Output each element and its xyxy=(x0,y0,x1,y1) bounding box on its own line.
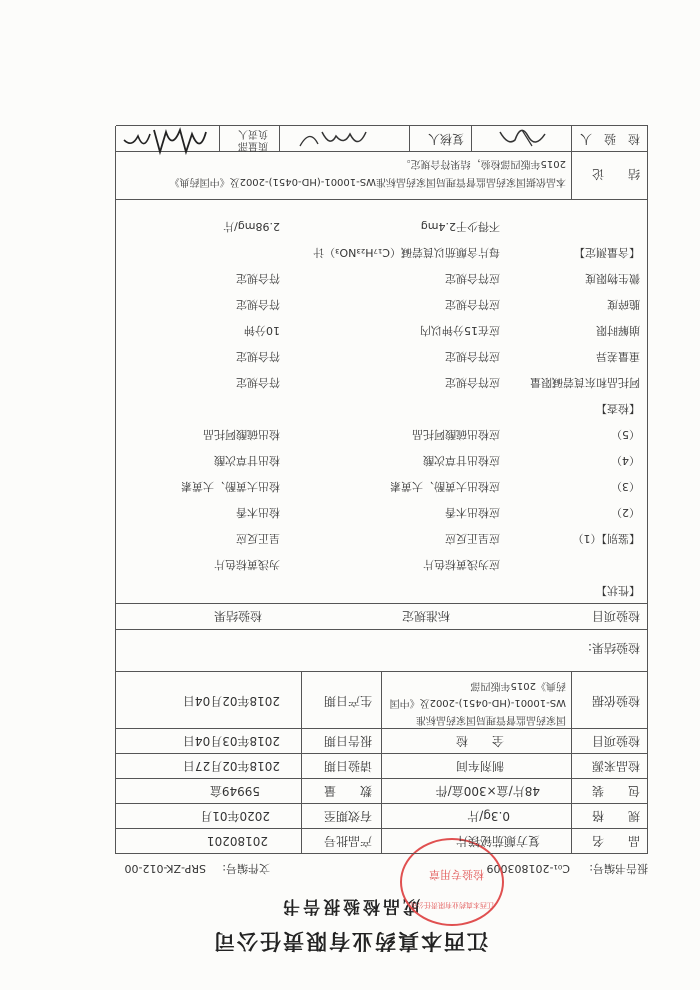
result-value: 检出甘草次酸 xyxy=(214,454,280,467)
result-item: 阿托品和东莨菪碱限量 xyxy=(530,376,640,389)
inspection-seal xyxy=(400,838,504,926)
spec-value: 0.3g/片 xyxy=(467,809,510,823)
prod-date-value: 2018年02月04日 xyxy=(182,694,280,708)
result-item: 微生物限度 xyxy=(585,272,640,285)
row-line xyxy=(116,828,648,829)
conclusion-label: 结 论 xyxy=(591,167,640,181)
result-value: 符合规定 xyxy=(236,376,280,389)
batch-value: 20180201 xyxy=(206,834,268,848)
result-standard: 应在15分钟以内 xyxy=(420,324,500,337)
basis-line-3: 药典》2015年版四部 xyxy=(470,680,566,691)
item-value: 全 检 xyxy=(455,734,504,748)
inspector-signature xyxy=(490,124,550,154)
result-standard: 应为浅黄棕色片 xyxy=(423,558,500,571)
result-item: 【含量测定】 xyxy=(574,246,640,259)
results-col-standard: 标准规定 xyxy=(401,609,450,623)
report-number-value: C₀₁-201803009 xyxy=(486,862,570,875)
result-item: 【性状】 xyxy=(596,584,640,597)
result-value: 符合规定 xyxy=(236,350,280,363)
result-item: 脆碎度 xyxy=(607,298,640,311)
result-item: 崩解时限 xyxy=(596,324,640,337)
sign-divider xyxy=(471,126,472,152)
result-item: （2） xyxy=(611,506,640,519)
expiry-label: 有效期至 xyxy=(323,809,372,823)
basis-label: 检验依据 xyxy=(591,694,640,708)
conclusion-line-2: 2015年版四部检验，结果符合规定。 xyxy=(400,158,566,169)
product-value: 复方颠茄铋镁片 xyxy=(455,834,540,848)
basis-line-2: WS-10001-(HD-0451)-2002及《中国 xyxy=(389,697,566,708)
result-value: 呈正反应 xyxy=(236,532,280,545)
result-value: 符合规定 xyxy=(236,298,280,311)
results-heading: 检验结果: xyxy=(587,641,640,655)
result-value: 2.98mg/片 xyxy=(223,220,280,233)
col-line xyxy=(381,672,382,854)
inspector-label: 检 验 人 xyxy=(579,132,640,146)
result-item: 【鉴别】（1） xyxy=(572,532,640,545)
qa-head-signature xyxy=(118,124,210,158)
row-line xyxy=(116,778,648,779)
result-standard: 每片含颠茄以莨菪碱（C₁₇H₂₃NO₃）计 xyxy=(313,246,500,259)
report-date-label: 报告日期 xyxy=(323,734,372,748)
result-standard: 不得少于2.4mg xyxy=(420,220,500,233)
result-value: 为浅黄棕色片 xyxy=(214,558,280,571)
company-name: 江西本真药业有限责任公司 xyxy=(212,929,488,954)
row-line xyxy=(116,803,648,804)
row-line xyxy=(116,671,648,672)
table-border-left xyxy=(647,126,648,854)
result-standard: 应检出木香 xyxy=(445,506,500,519)
qa-head-label-2: 负责人 xyxy=(238,128,268,139)
source-label: 检品来源 xyxy=(591,759,640,773)
request-date-value: 2018年02月27日 xyxy=(182,759,280,773)
result-item: 【检查】 xyxy=(596,402,640,415)
reviewer-label: 复核人 xyxy=(427,132,464,146)
qa-head-label-1: 质量部 xyxy=(238,140,268,151)
package-label: 包 装 xyxy=(591,784,640,798)
col-line xyxy=(301,672,302,854)
document-title: 成品检验报告书 xyxy=(280,896,420,916)
results-col-result: 检验结果 xyxy=(213,609,262,623)
expiry-value: 2020年01月 xyxy=(200,809,270,823)
table-border-right xyxy=(115,126,116,854)
result-value: 10分钟 xyxy=(244,324,280,337)
result-value: 检出硫酸阿托品 xyxy=(203,428,280,441)
prod-date-label: 生产日期 xyxy=(323,694,372,708)
row-line xyxy=(116,753,648,754)
qty-label: 数 量 xyxy=(323,784,372,798)
seal-org: 江西本真药业有限责任公司 xyxy=(410,901,494,909)
result-standard: 应呈正反应 xyxy=(445,532,500,545)
result-standard: 应符合规定 xyxy=(445,298,500,311)
conclusion-divider xyxy=(571,126,572,200)
file-number-label: 文件编号: xyxy=(222,862,270,875)
result-item: （5） xyxy=(611,428,640,441)
sign-divider xyxy=(219,126,220,152)
report-date-value: 2018年03月04日 xyxy=(182,734,280,748)
results-header-line xyxy=(116,603,648,604)
result-standard: 应符合规定 xyxy=(445,272,500,285)
seal-text: 检验专用章 xyxy=(429,868,484,881)
conclusion-line-1: 本品依据国家药品监督管理局国家药品标准WS-10001-(HD-0451)-2002及《中国药典》 xyxy=(169,176,566,187)
file-number-value: SRP-ZK-012-00 xyxy=(124,862,206,875)
result-item: 重量差异 xyxy=(596,350,640,363)
row-line xyxy=(116,728,648,729)
result-value: 检出大黄酚、大黄素 xyxy=(181,480,280,493)
col-line xyxy=(571,672,572,854)
results-col-item: 检验项目 xyxy=(591,609,640,623)
result-standard: 应检出硫酸阿托品 xyxy=(412,428,500,441)
package-value: 48片/盒×300盒/件 xyxy=(435,784,540,798)
results-bottom-line xyxy=(116,199,648,200)
sign-divider xyxy=(409,126,410,152)
results-heading-line xyxy=(116,629,648,630)
product-label: 品 名 xyxy=(591,834,640,848)
result-standard: 应检出大黄酚、大黄素 xyxy=(390,480,500,493)
result-standard: 应符合规定 xyxy=(445,350,500,363)
spec-label: 规 格 xyxy=(591,809,640,823)
sign-divider xyxy=(279,126,280,152)
batch-label: 产品批号 xyxy=(323,834,372,848)
qty-value: 59949盒 xyxy=(209,784,260,798)
result-value: 符合规定 xyxy=(236,272,280,285)
source-value: 制剂车间 xyxy=(455,759,504,773)
basis-line-1: 国家药品监督管理局国家药品标准 xyxy=(416,714,566,725)
result-item: （3） xyxy=(611,480,640,493)
result-item: （4） xyxy=(611,454,640,467)
result-standard: 应检出甘草次酸 xyxy=(423,454,500,467)
item-label: 检验项目 xyxy=(591,734,640,748)
table-border-top xyxy=(116,853,648,854)
reviewer-signature xyxy=(290,124,370,154)
request-date-label: 请验日期 xyxy=(323,759,372,773)
result-value: 检出木香 xyxy=(236,506,280,519)
report-number-label: 报告书编号: xyxy=(589,862,648,875)
result-standard: 应符合规定 xyxy=(445,376,500,389)
